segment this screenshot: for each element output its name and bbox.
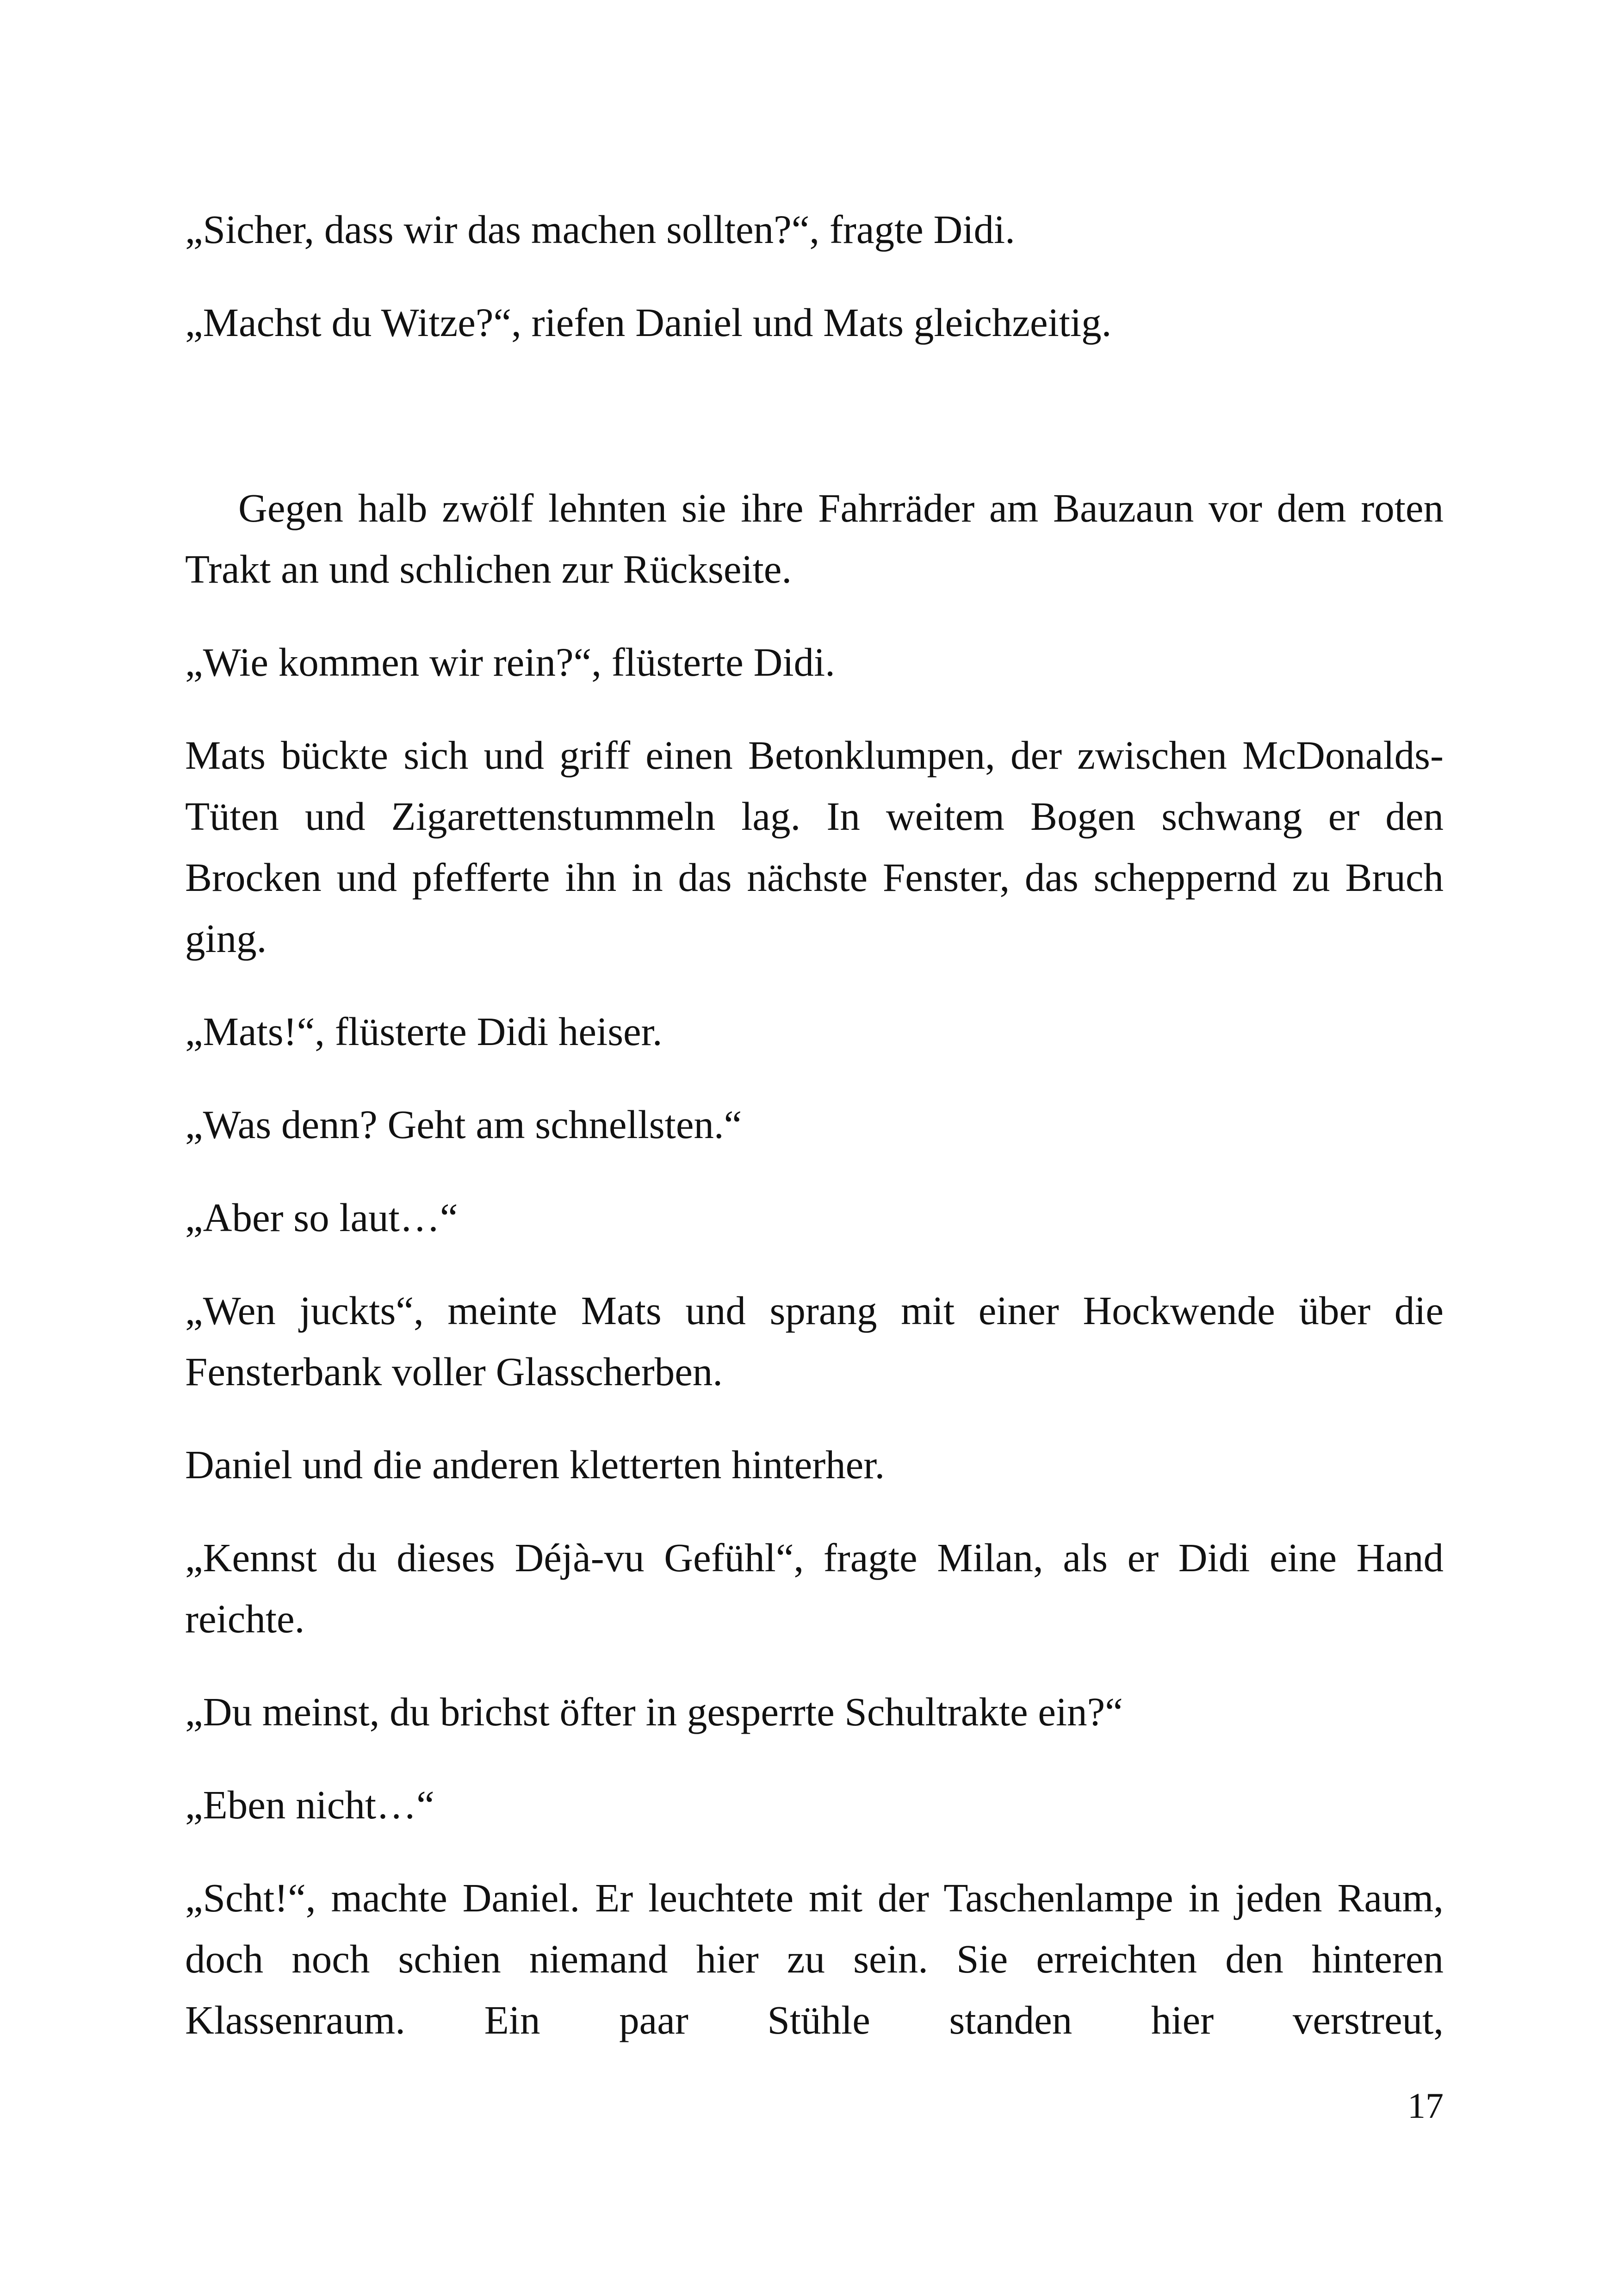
section-break [185, 385, 1444, 478]
dialogue-paragraph: „Wie kommen wir rein?“, flüsterte Didi. [185, 640, 835, 684]
dialogue-paragraph: „Was denn? Geht am schnellsten.“ [185, 1102, 742, 1147]
dialogue-paragraph: „Mats!“, flüsterte Didi heiser. [185, 1009, 663, 1054]
narrative-paragraph: Gegen halb zwölf lehnten sie ihre Fahrräder am Bauzaun vor dem roten Trakt an und schlichen zur Rückseite. [185, 485, 1444, 591]
dialogue-paragraph: „Aber so laut…“ [185, 1195, 458, 1240]
dialogue-paragraph: „Sicher, dass wir das machen sollten?“, fragte Didi. [185, 207, 1015, 252]
dialogue-paragraph: „Wen juckts“, meinte Mats und sprang mit einer Hockwende über die Fensterbank voller Glasscherben. [185, 1288, 1444, 1394]
dialogue-paragraph: „Machst du Witze?“, riefen Daniel und Mats gleichzeitig. [185, 300, 1112, 345]
page-number: 17 [1407, 2085, 1444, 2126]
dialogue-paragraph: „Scht!“, machte Daniel. Er leuchtete mit der Taschenlampe in jeden Raum, doch noch schien niemand hier zu sein. Sie erreichten den hinteren Klassenraum. Ein paar Stühle standen hier verstreut, [185, 1875, 1444, 2042]
narrative-paragraph: Daniel und die anderen kletterten hinterher. [185, 1442, 885, 1487]
dialogue-paragraph: „Kennst du dieses Déjà-vu Gefühl“, fragte Milan, als er Didi eine Hand reichte. [185, 1535, 1444, 1641]
body-text [185, 199, 1444, 2051]
dialogue-paragraph: „Eben nicht…“ [185, 1782, 434, 1827]
dialogue-paragraph: „Du meinst, du brichst öfter in gesperrte Schultrakte ein?“ [185, 1689, 1123, 1734]
narrative-paragraph: Mats bückte sich und griff einen Betonklumpen, der zwischen McDonalds-Tüten und Zigarettenstummeln lag. In weitem Bogen schwang er den Brocken und pfefferte ihn in das nächste Fenster, das scheppernd zu Bruch ging. [185, 733, 1444, 961]
